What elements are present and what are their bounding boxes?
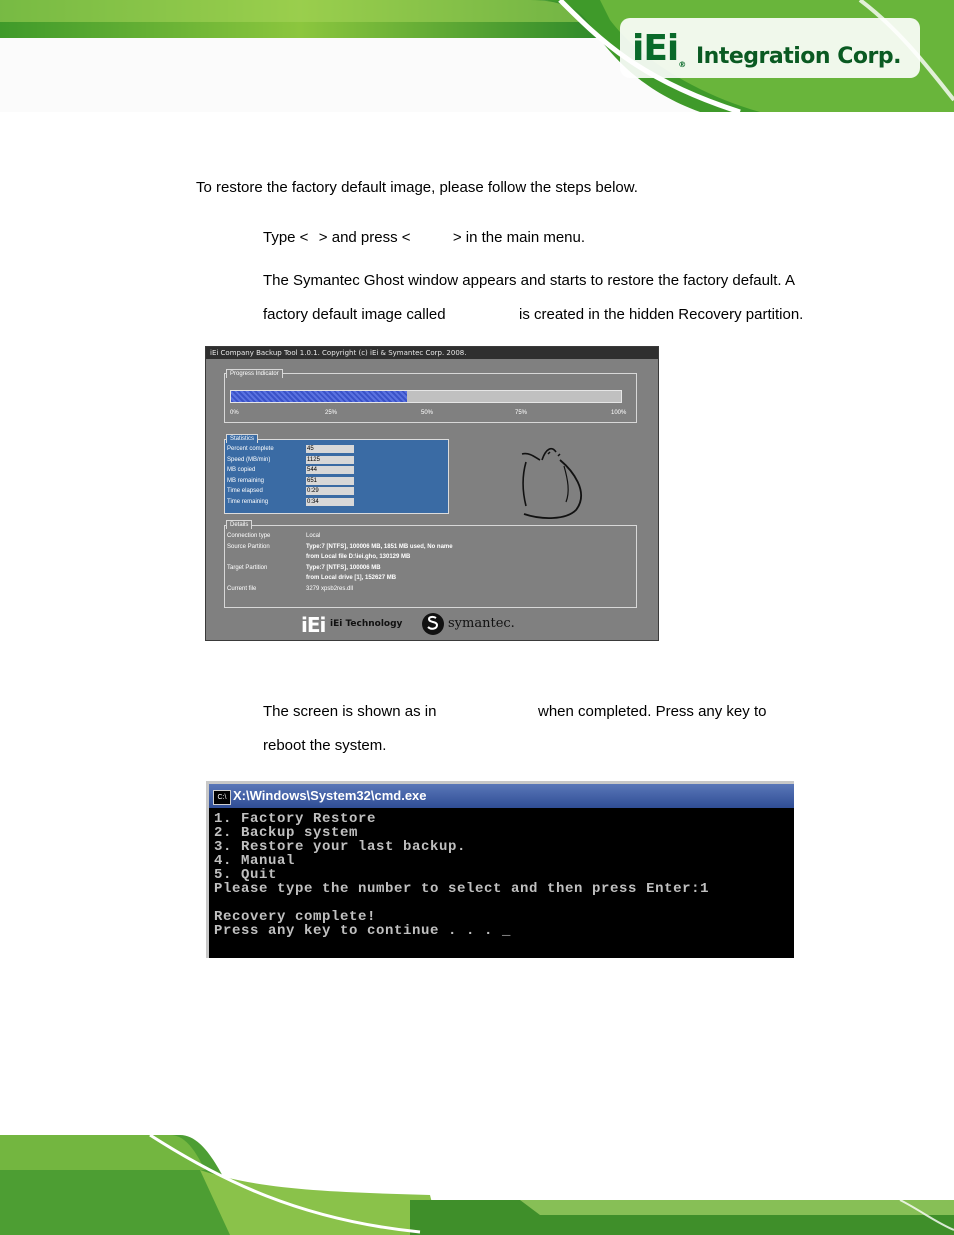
cmd-line: Please type the number to select and then press Enter:1 <box>214 881 710 897</box>
company-name: Integration Corp. <box>696 44 901 69</box>
iei-technology-logo-icon: iEi <box>301 613 326 637</box>
iei-logo-icon: iEi® <box>632 28 686 69</box>
stat-label: Speed (MB/min) <box>227 457 271 463</box>
intro-text: To restore the factory default image, please follow the steps below. <box>196 179 638 196</box>
cmd-line: 2. Backup system <box>214 825 359 841</box>
stat-value: 651 <box>306 477 354 485</box>
step-2-line2b: is created in the hidden Recovery partition. <box>519 306 804 323</box>
cmd-icon: C:\ <box>213 790 231 805</box>
stat-label: Percent complete <box>227 446 274 452</box>
progress-legend: Progress Indicator <box>226 369 283 378</box>
progress-bar <box>230 390 622 403</box>
tick-50: 50% <box>421 410 434 416</box>
step-3-part2: when completed. Press any key to <box>538 703 767 720</box>
stat-label: MB copied <box>227 467 256 473</box>
step-2-line2a: factory default image called <box>263 306 446 323</box>
tick-100: 100% <box>611 410 627 416</box>
cmd-line: Recovery complete! <box>214 909 377 925</box>
stat-value: 1125 <box>306 456 354 464</box>
step-1-part1: Type < <box>263 229 309 246</box>
ghost-titlebar: iEi Company Backup Tool 1.0.1. Copyright (c) iEi & Symantec Corp. 2008. <box>206 347 658 359</box>
detail-value: Type:7 [NTFS], 100006 MB <box>306 565 381 571</box>
cmd-titlebar <box>209 784 794 808</box>
step-1 <box>263 230 585 245</box>
iei-technology-text: iEi Technology <box>330 619 403 629</box>
tick-0: 0% <box>230 410 239 416</box>
cmd-title-text: X:\Windows\System32\cmd.exe <box>233 788 427 803</box>
stat-label: Time elapsed <box>227 488 263 494</box>
step-2-line1: The Symantec Ghost window appears and starts to restore the factory default. A <box>263 272 795 289</box>
detail-value: Local <box>306 533 321 539</box>
stat-value: 0:34 <box>306 498 354 506</box>
cmd-line: 5. Quit <box>214 867 278 883</box>
progress-bar-fill <box>231 391 407 402</box>
cmd-line: Press any key to continue . . . _ <box>214 923 512 939</box>
stat-value: 544 <box>306 466 354 474</box>
cmd-window <box>206 781 794 958</box>
step-3-line2: reboot the system. <box>263 737 387 754</box>
stat-value: 45 <box>306 445 354 453</box>
step-1-part2: > and press < <box>318 229 411 246</box>
details-group <box>224 525 637 608</box>
detail-label: Source Partition <box>227 544 270 550</box>
tick-25: 25% <box>325 410 338 416</box>
ghost-mascot-icon <box>512 440 592 522</box>
detail-label: Current file <box>227 586 257 592</box>
step-1-part3: > in the main menu. <box>452 229 586 246</box>
detail-value: from Local file D:\iei.gho, 130129 MB <box>306 554 411 560</box>
tick-75: 75% <box>515 410 528 416</box>
symantec-text: symantec. <box>448 616 515 631</box>
stat-value: 0:29 <box>306 487 354 495</box>
statistics-legend: Statistics <box>226 434 258 443</box>
detail-value: from Local drive [1], 152627 MB <box>306 575 397 581</box>
cmd-line: 4. Manual <box>214 853 296 869</box>
details-legend: Details <box>226 520 252 529</box>
stat-label: MB remaining <box>227 478 265 484</box>
cmd-line: 3. Restore your last backup. <box>214 839 467 855</box>
stat-label: Time remaining <box>227 499 269 505</box>
cmd-line: 1. Factory Restore <box>214 811 377 827</box>
detail-label: Target Partition <box>227 565 268 571</box>
symantec-logo-icon <box>421 612 445 636</box>
detail-value: Type:7 [NTFS], 100006 MB, 1851 MB used, No name <box>306 544 453 550</box>
footer-banner <box>0 1130 954 1235</box>
logo-mark: iEi <box>632 28 679 69</box>
step-3-part1: The screen is shown as in <box>263 703 437 720</box>
detail-value: 3279 xpsb2res.dll <box>306 586 354 592</box>
detail-label: Connection type <box>227 533 271 539</box>
